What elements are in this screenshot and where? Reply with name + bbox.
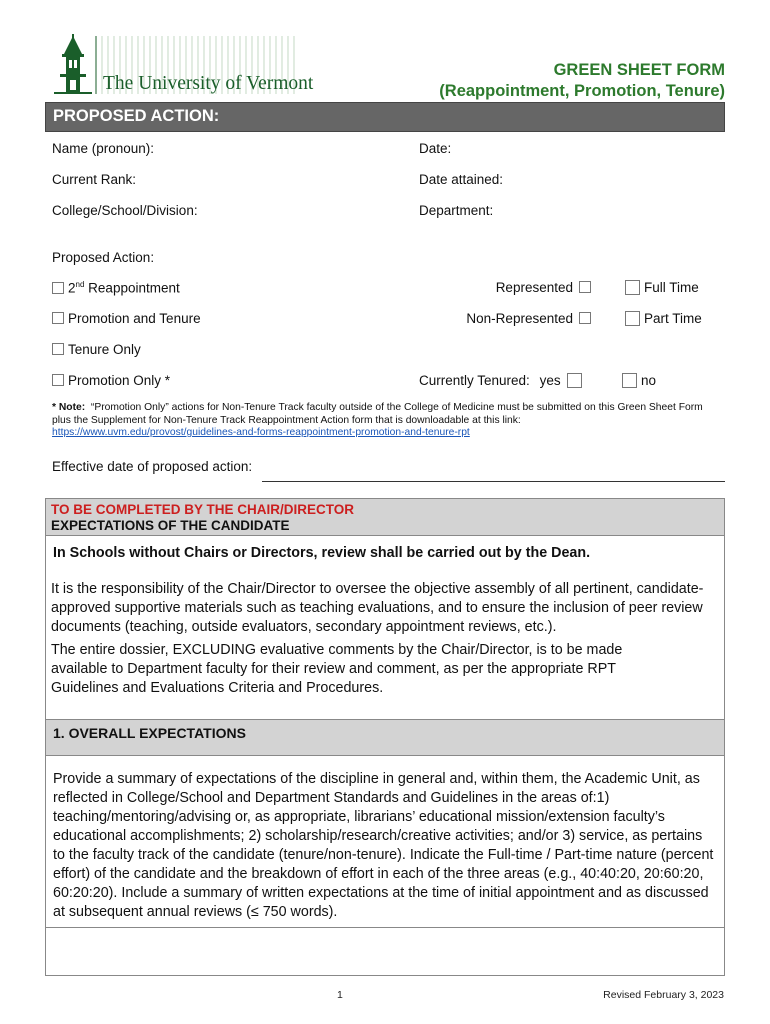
overall-expectations-header (45, 719, 725, 756)
department-field-label[interactable]: Department: (419, 203, 494, 218)
reappointment-option[interactable]: 2nd Reappointment (52, 280, 180, 296)
full-time-checkbox[interactable] (625, 280, 640, 295)
university-name: The University of Vermont (103, 73, 314, 94)
college-field-label[interactable]: College/School/Division: (52, 203, 198, 218)
part-time-option[interactable]: Part Time (625, 311, 702, 326)
overall-expectations-heading: 1. OVERALL EXPECTATIONS (53, 725, 246, 741)
reappointment-checkbox[interactable] (52, 282, 64, 294)
non-represented-checkbox[interactable] (579, 312, 591, 324)
guidelines-link[interactable]: https://www.uvm.edu/provost/guidelines-and-forms-reappointment-promotion-and-tenure-rpt (52, 427, 470, 438)
revised-date: Revised February 3, 2023 (603, 989, 724, 1001)
promotion-and-tenure-checkbox[interactable] (52, 312, 64, 324)
represented-checkbox[interactable] (579, 281, 591, 293)
currently-tenured-option[interactable] (419, 373, 582, 388)
overall-expectations-instructions (45, 755, 725, 928)
page-number: 1 (337, 989, 343, 1001)
part-time-checkbox[interactable] (625, 311, 640, 326)
effective-date-label: Effective date of proposed action: (52, 459, 253, 474)
form-title (439, 60, 725, 102)
proposed-action-label: Proposed Action: (52, 250, 155, 265)
non-represented-option[interactable]: Non-Represented (466, 311, 591, 326)
promotion-only-note: * Note: “Promotion Only” actions for Non-Tenure Track faculty outside of the College of Medicine must be submitted on this Green Sheet Form plus the Supplement for Non-Tenure Track Reappointment Action form that is downloadable at this link: https://www.uvm.edu/provost/guidelines-and-forms-reappointment-promotion-and-tenure-rpt (52, 402, 703, 438)
overall-expectations-text: Provide a summary of expectations of the discipline in general and, within them, the Academic Unit, as reflected in College/School and Department Standards and Guidelines in the areas of:1) teaching/mentoring/advising or, as appropriate, librarians’ educational mission/extension faculty’s educational accomplishments; 2) scholarship/research/creative activities; and/or 3) service, as pertains to the faculty track of the candidate (tenure/non-tenure). Indicate the Full-time / Part-time nature (percent effort) of the candidate and the breakdown of effort in each of the three areas (e.g., 40:40:20, 20:60:20, 60:20:20). Include a summary of written expectations at the time of initial appointment and as discussed at subsequent annual reviews (≤ 750 words). (53, 771, 714, 920)
overall-expectations-response[interactable] (45, 927, 725, 976)
current-rank-field-label[interactable]: Current Rank: (52, 172, 137, 187)
date-attained-field-label[interactable]: Date attained: (419, 172, 504, 187)
form-title-line2: (Reappointment, Promotion, Tenure) (439, 82, 725, 100)
chair-section-header (45, 498, 725, 536)
tenured-no-checkbox[interactable] (622, 373, 637, 388)
promotion-only-option[interactable]: Promotion Only * (52, 373, 170, 388)
expectations-heading: EXPECTATIONS OF THE CANDIDATE (51, 518, 290, 533)
dossier-paragraph: The entire dossier, EXCLUDING evaluative comments by the Chair/Director, is to be made available to Department faculty for their review and comment, as per the appropriate RPT Guidelines and Evaluations Criteria and Procedures. (51, 642, 623, 696)
chair-section-body (45, 535, 725, 720)
form-title-line1: GREEN SHEET FORM (553, 61, 725, 79)
tenured-yes-label: yes (539, 373, 561, 388)
represented-option[interactable]: Represented (496, 280, 591, 295)
dean-review-note: In Schools without Chairs or Directors, review shall be carried out by the Dean. (53, 545, 591, 561)
tenured-yes-checkbox[interactable] (567, 373, 582, 388)
tenure-only-option[interactable]: Tenure Only (52, 342, 141, 357)
chair-heading: TO BE COMPLETED BY THE CHAIR/DIRECTOR (51, 502, 355, 517)
proposed-action-heading: PROPOSED ACTION: (53, 107, 220, 125)
proposed-action-bar (45, 102, 725, 132)
date-field-label[interactable]: Date: (419, 141, 452, 156)
promotion-and-tenure-option[interactable]: Promotion and Tenure (52, 311, 201, 326)
tenured-no-option[interactable]: no (622, 373, 656, 388)
name-field-label[interactable]: Name (pronoun): (52, 141, 155, 156)
tenure-only-checkbox[interactable] (52, 343, 64, 355)
full-time-option[interactable]: Full Time (625, 280, 699, 295)
promotion-only-checkbox[interactable] (52, 374, 64, 386)
effective-date-input-line[interactable] (262, 481, 725, 482)
currently-tenured-label: Currently Tenured: (419, 373, 530, 388)
chair-responsibility-paragraph: It is the responsibility of the Chair/Director to oversee the objective assembly of all pertinent, candidate-approved supportive materials such as teaching evaluations, and to ensure the inclusion of peer review documents (teaching, outside evaluators, secondary appointment reviews, etc.). (51, 581, 704, 635)
